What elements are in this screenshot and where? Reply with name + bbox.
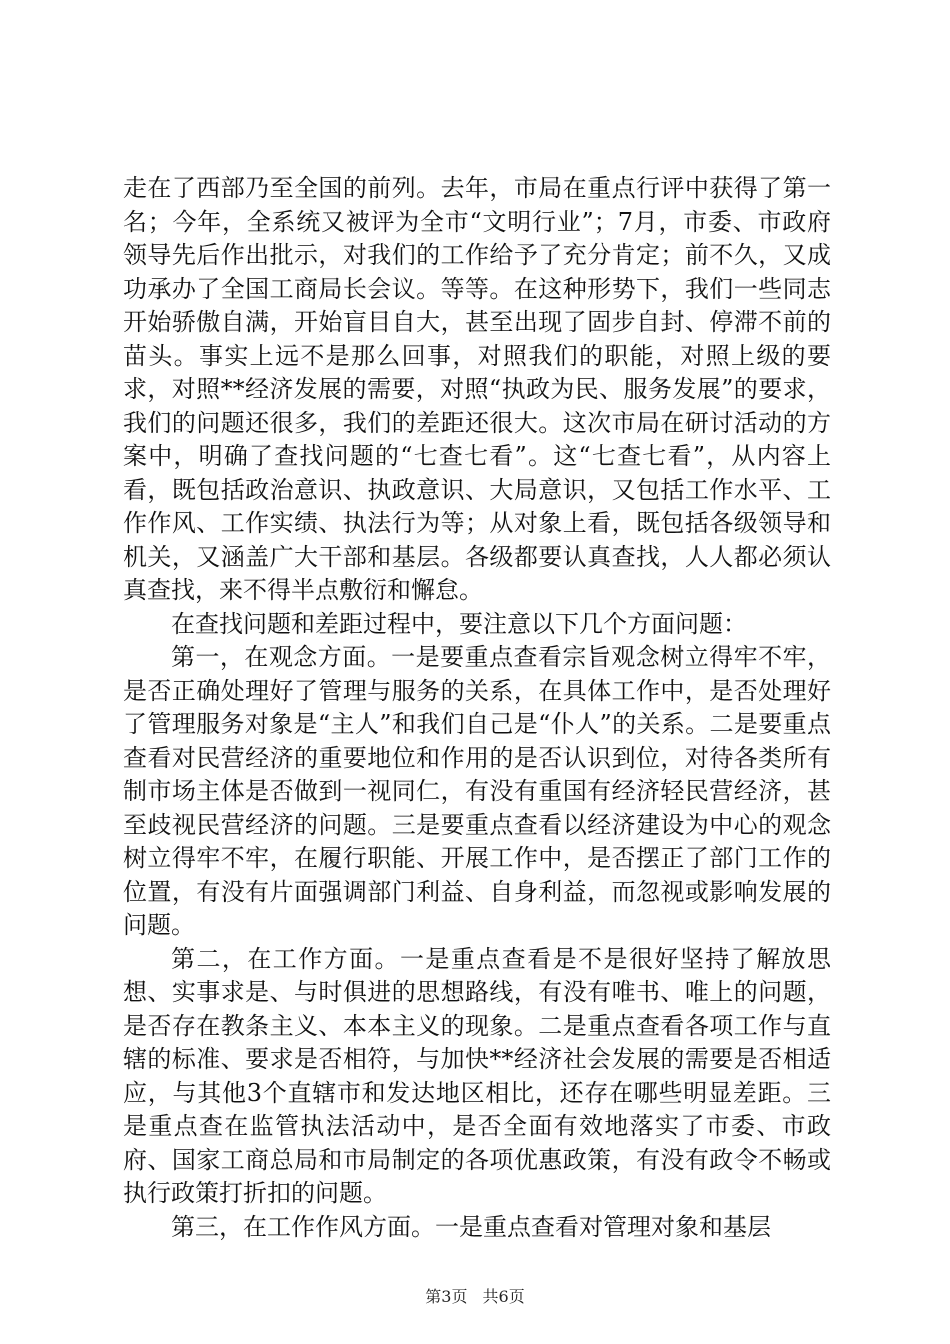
- page-footer: [0, 1287, 950, 1307]
- paragraph-intro: 在查找问题和差距过程中，要注意以下几个方面问题：: [171, 609, 747, 638]
- paragraph-first-concept: 第一，在观念方面。一是要重点查看宗旨观念树立得牢不牢，是否正确处理好了管理与服务的关系，在具体工作中，是否处理好了管理服务对象是“主人”和我们自己是“仆人”的关系。二是要重点查看对民营经济的重要地位和作用的是否认识到位，对待各类所有制市场主体是否做到一视同仁，有没有重国有经济轻民营经济，甚至歧视民营经济的问题。三是要重点查看以经济建设为中心的观念树立得牢不牢，在履行职能、开展工作中，是否摆正了部门工作的位置，有没有片面强调部门利益、自身利益，而忽视或影响发展的问题。: [123, 643, 831, 939]
- paragraph-second-work: 第二，在工作方面。一是重点查看是不是很好坚持了解放思想、实事求是、与时俱进的思想路线，有没有唯书、唯上的问题，是否存在教条主义、本本主义的现象。二是重点查看各项工作与直辖的标准、要求是否相符，与加快**经济社会发展的需要是否相适应，与其他3个直辖市和发达地区相比，还存在哪些明显差距。三是重点查在监管执法活动中，是否全面有效地落实了市委、市政府、国家工商总局和市局制定的各项优惠政策，有没有政令不畅或执行政策打折扣的问题。: [123, 944, 831, 1207]
- page-total: 共6页: [482, 1287, 525, 1306]
- paragraph-continuation: 走在了西部乃至全国的前列。去年，市局在重点行评中获得了第一名；今年，全系统又被评为全市“文明行业”；7月，市委、市政府领导先后作出批示，对我们的工作给予了充分肯定；前不久，又成功承办了全国工商局长会议。等等。在这种形势下，我们一些同志开始骄傲自满，开始盲目自大，甚至出现了固步自封、停滞不前的苗头。事实上远不是那么回事，对照我们的职能，对照上级的要求，对照**经济发展的需要，对照“执政为民、服务发展”的要求，我们的问题还很多，我们的差距还很大。这次市局在研讨活动的方案中，明确了查找问题的“七查七看”。这“七查七看”，从内容上看，既包括政治意识、执政意识、大局意识，又包括工作水平、工作作风、工作实绩、执法行为等；从对象上看，既包括各级领导和机关，又涵盖广大干部和基层。各级都要认真查找，人人都必须认真查找，来不得半点敷衍和懈怠。: [123, 174, 831, 604]
- document-body: [123, 172, 831, 1244]
- page-number: 第3页: [425, 1287, 468, 1306]
- paragraph-third-style: 第三，在工作作风方面。一是重点查看对管理对象和基层: [171, 1212, 771, 1241]
